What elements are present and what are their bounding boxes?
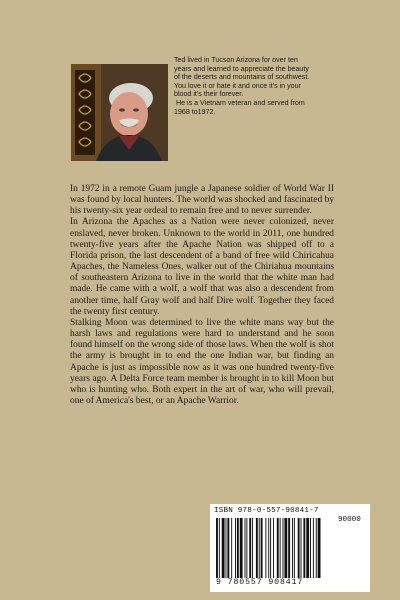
- book-blurb: [70, 184, 334, 407]
- author-photo: [71, 64, 168, 161]
- author-bio-line: He is a Vietnam veteran and served from: [174, 98, 305, 107]
- author-bio-line: years and learned to appreciate the beauty: [174, 64, 309, 73]
- blurb-paragraph: Stalking Moon was determined to live the white mans way but the harsh laws and regulations were hard to understand and he soon found himself on the wrong side of those laws. When the wolf is shot the army is brought in to end the one Indian war, but finding an Apache is just as impossible now as it was one hundred twenty-five years ago. A Delta Force team member is brought in to kill Moon but who is hunting who. Both expert in the art of war, who will prevail, one of America's best, or an Apache Warrior.: [70, 317, 334, 406]
- author-bio-line: 1968 to1972.: [174, 107, 216, 116]
- author-bio-line: You love it or hate it and once it's in your: [174, 81, 301, 90]
- author-bio-line: Ted lived in Tucson Arizona for over ten: [174, 56, 298, 64]
- isbn-label: ISBN 978-0-557-90841-7: [214, 507, 319, 515]
- price-code: 90000: [338, 516, 361, 524]
- blurb-paragraph: In Arizona the Apaches as a Nation were never colonized, never enslaved, never broken. Unknown to the world in 2011, one hundred twenty-five years after the Apache Nation was shipped off to a Florida prison, the last descendent of a band of free wild Chiricahua Apaches, the Nameless Ones, walker out of the Chiriahua mountains of southeastern Arizona to live in the world that the white man had made. He came with a wolf, a wolf that was also a descendent from another time, half Gray wolf and half Dire wolf. Together they faced the twenty first century.: [70, 217, 334, 317]
- author-bio-line: of the deserts and mountains of southwest.: [174, 73, 310, 82]
- blurb-paragraph: In 1972 in a remote Guam jungle a Japanese soldier of World War II was found by local hunters. The world was shocked and fascinated by his twenty-six year ordeal to remain free and to never surrender.: [70, 184, 335, 217]
- author-bio-line: blood it's their forever.: [174, 90, 244, 99]
- author-bio: [174, 56, 374, 116]
- barcode-digits: 9 780557 908417: [216, 578, 304, 587]
- isbn-barcode-box: [210, 504, 370, 592]
- barcode-icon: [216, 518, 364, 578]
- author-portrait-image: [71, 64, 168, 161]
